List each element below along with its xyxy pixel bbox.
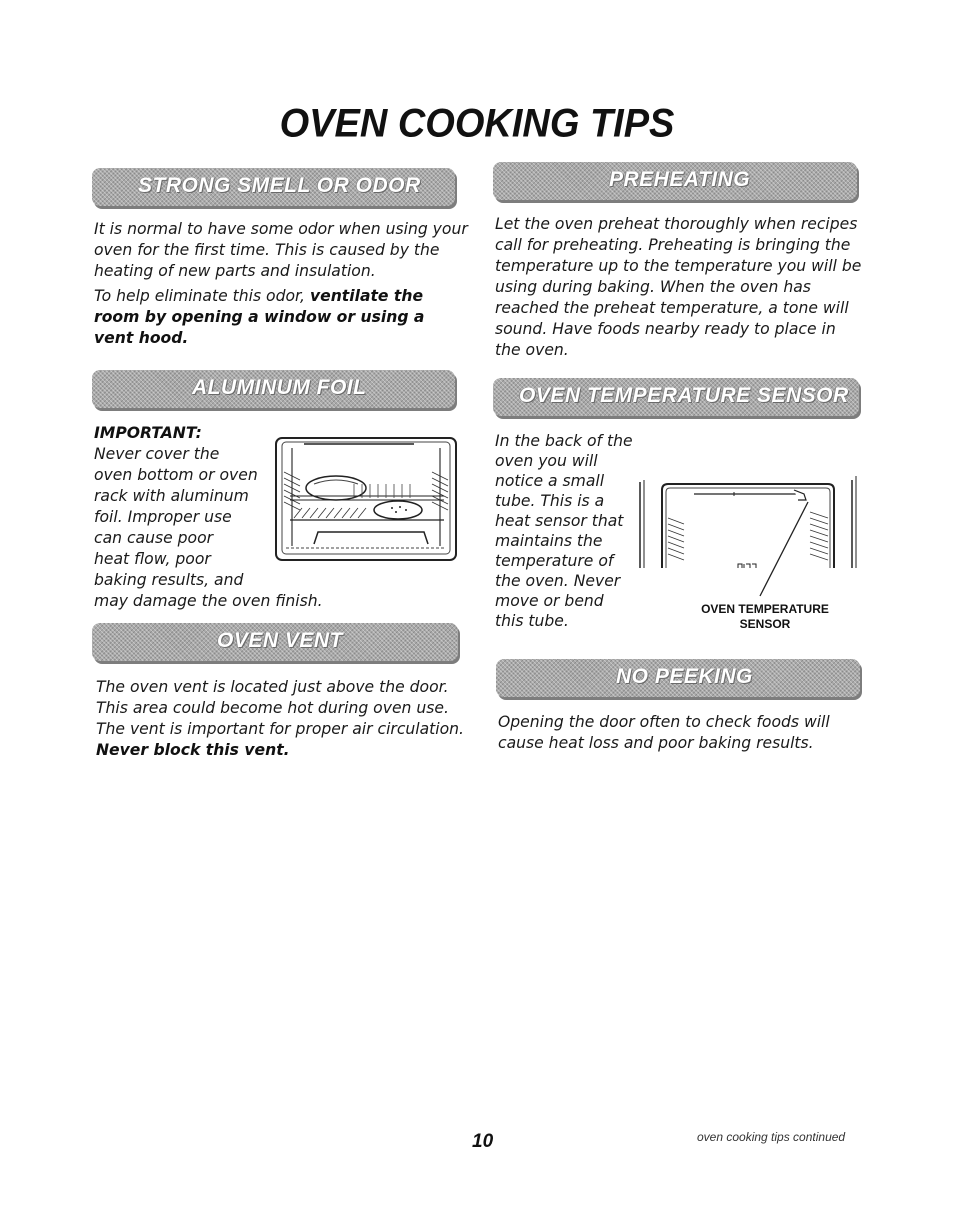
oven-vent-banner [92,623,458,661]
no-peeking-text: Opening the door often to check foods will cause heat loss and poor baking results. [498,713,830,752]
important-label: IMPORTANT: [94,424,202,442]
no-peeking-banner [496,659,860,697]
preheating-text: Let the oven preheat thoroughly when recipes call for preheating. Preheating is bringing the temperature up to the temperature you will be using during baking. When the oven has reached the preheat temperature, a tone will sound. Have foods nearby ready to place in the oven. [495,215,862,359]
oven-rack-illustration [274,436,458,564]
page-number: 10 [472,1131,494,1152]
preheating-banner [493,162,857,200]
temp-sensor-text: In the back of the oven you will notice a small tube. This is a heat sensor that maintains the temperature of the oven. Never move or bend this tube. [495,432,633,630]
aluminum-foil-banner [92,370,455,408]
aluminum-foil-heading: ALUMINUM FOIL [192,376,367,399]
footer-note: oven cooking tips continued [697,1130,846,1144]
strong-smell-paragraph: It is normal to have some odor when using your oven for the first time. This is caused by the heating of new parts and insulation. [94,220,468,280]
strong-smell-banner [92,168,455,206]
aluminum-foil-text: IMPORTANT: Never cover the oven bottom or oven rack with aluminum foil. Improper use can cause poor heat flow, poor baking results, and may damage the oven finish. [94,423,354,612]
oven-vent-heading: OVEN VENT [217,629,343,652]
sensor-caption: OVEN TEMPERATURE SENSOR [701,602,829,631]
temp-sensor-heading: OVEN TEMPERATURE SENSOR [519,384,849,407]
oven-sensor-illustration [634,472,862,602]
page-title: OVEN COOKING TIPS [279,101,675,147]
strong-smell-advice: To help eliminate this odor, ventilate the room by opening a window or using a vent hood. [94,287,425,347]
preheating-heading: PREHEATING [609,168,751,191]
oven-vent-text: The oven vent is located just above the door. This area could become hot during oven use. The vent is important for proper air circulation. Never block this vent. [96,678,464,759]
no-peeking-heading: NO PEEKING [616,665,753,688]
temp-sensor-banner [493,378,859,416]
strong-smell-heading: STRONG SMELL OR ODOR [138,174,421,197]
